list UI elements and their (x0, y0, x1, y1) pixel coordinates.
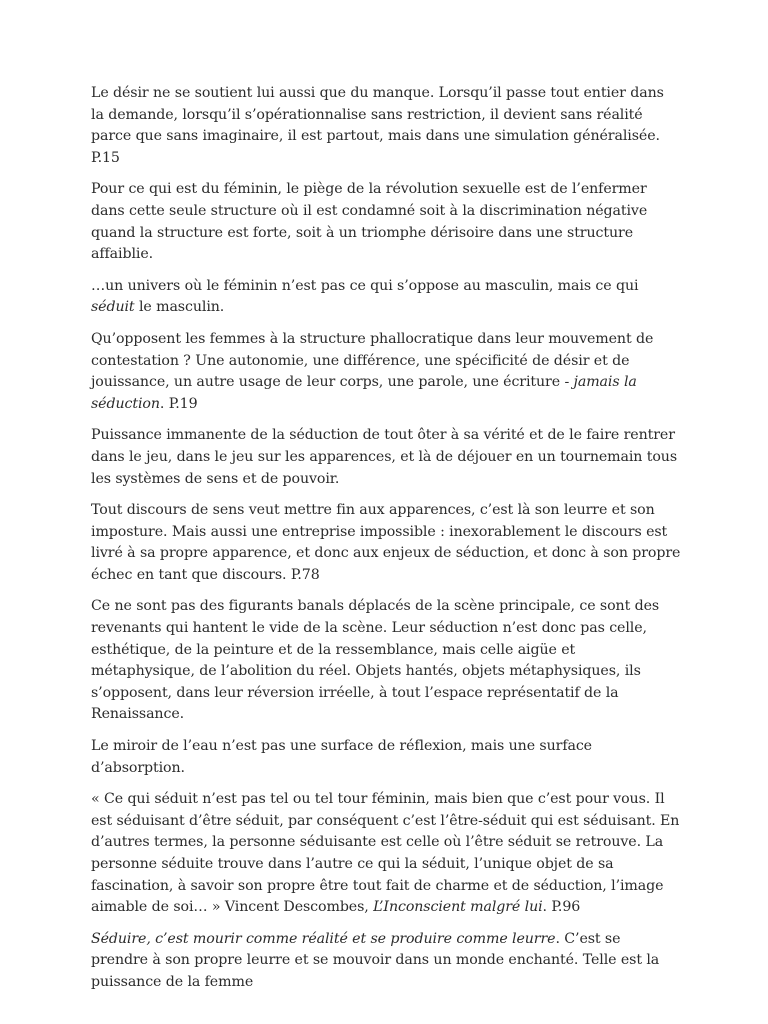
italic-span: séduit (91, 299, 135, 316)
paragraph-3 (91, 276, 681, 319)
text-span: Pour ce qui est du féminin, le piège de la révolution sexuelle est de l’enfermer dans cette seule structure où il est condamné soit à la discrimination négative quand la structure est forte, soit à un triomphe dérisoire dans une structure affaiblie. (91, 181, 648, 263)
text-span: Puissance immanente de la séduction de tout ôter à sa vérité et de le faire rentrer dans le jeu, dans le jeu sur les apparences, et là de déjouer en un tournemain tous les systèmes de sens et de pouvoir. (91, 427, 678, 487)
paragraph-4 (91, 329, 681, 415)
text-span: …un univers où le féminin n’est pas ce qui s’oppose au masculin, mais ce qui (91, 277, 639, 294)
italic-span: jamais la séduction (91, 374, 637, 412)
paragraph-6 (91, 500, 681, 586)
paragraph-7 (91, 596, 681, 726)
text-span: . C’est se prendre à son propre leurre et se mouvoir dans un monde enchanté. Telle est la puissance de la femme (91, 930, 660, 990)
text-span: « Ce qui séduit n’est pas tel ou tel tour féminin, mais bien que c’est pour vous. Il est séduisant d’être séduit, par conséquent c’est l’être-séduit qui est séduisant. En d’autres termes, la personne séduisante est celle où l’être séduit se retrouve. La personne séduite trouve dans l’autre ce qui la séduit, l’unique objet de sa fascination, à savoir son propre être tout fait de charme et de séduction, l’image aimable de soi… » Vincent Descombes, (91, 791, 680, 916)
paragraph-1 (91, 83, 681, 169)
text-span: Tout discours de sens veut mettre fin aux apparences, c’est là son leurre et son imposture. Mais aussi une entreprise impossible : inexorablement le discours est livré à sa propre apparence, et donc aux enjeux de séduction, et donc à son propre échec en tant que discours. P.78 (91, 502, 681, 583)
paragraph-8 (91, 736, 681, 779)
italic-span: L’Inconscient malgré lui (373, 899, 543, 916)
text-span: le masculin. (134, 299, 225, 316)
paragraph-2 (91, 179, 681, 265)
text-span: Ce ne sont pas des figurants banals déplacés de la scène principale, ce sont des revenants qui hantent le vide de la scène. Leur séduction n’est donc pas celle, esthétique, de la peinture et de la ressemblance, mais celle aigüe et métaphysique, de l’abolition du réel. Objets hantés, objets métaphysiques, ils s’opposent, dans leur réversion irréelle, à tout l’espace représentatif de la Renaissance. (91, 598, 660, 723)
italic-span: Séduire, c’est mourir comme réalité et se produire comme leurre (91, 930, 556, 947)
text-span: Qu’opposent les femmes à la structure phallocratique dans leur mouvement de contestation ? Une autonomie, une différence, une spécificité de désir et de jouissance, un autre usage de leur corps, une parole, une écriture - (91, 330, 654, 391)
paragraph-9 (91, 789, 681, 919)
text-span: Le miroir de l’eau n’est pas une surface de réflexion, mais une surface d’absorption. (91, 738, 592, 776)
paragraph-10 (91, 929, 681, 994)
text-span: . P.96 (542, 899, 581, 916)
text-span: Le désir ne se soutient lui aussi que du manque. Lorsqu’il passe tout entier dans la demande, lorsqu’il s’opérationnalise sans restriction, il devient sans réalité parce que sans imaginaire, il est partout, mais dans une simulation généralisée. P.15 (91, 85, 664, 166)
document-page (91, 83, 681, 1004)
paragraph-5 (91, 425, 681, 490)
text-span: . P.19 (159, 395, 198, 412)
